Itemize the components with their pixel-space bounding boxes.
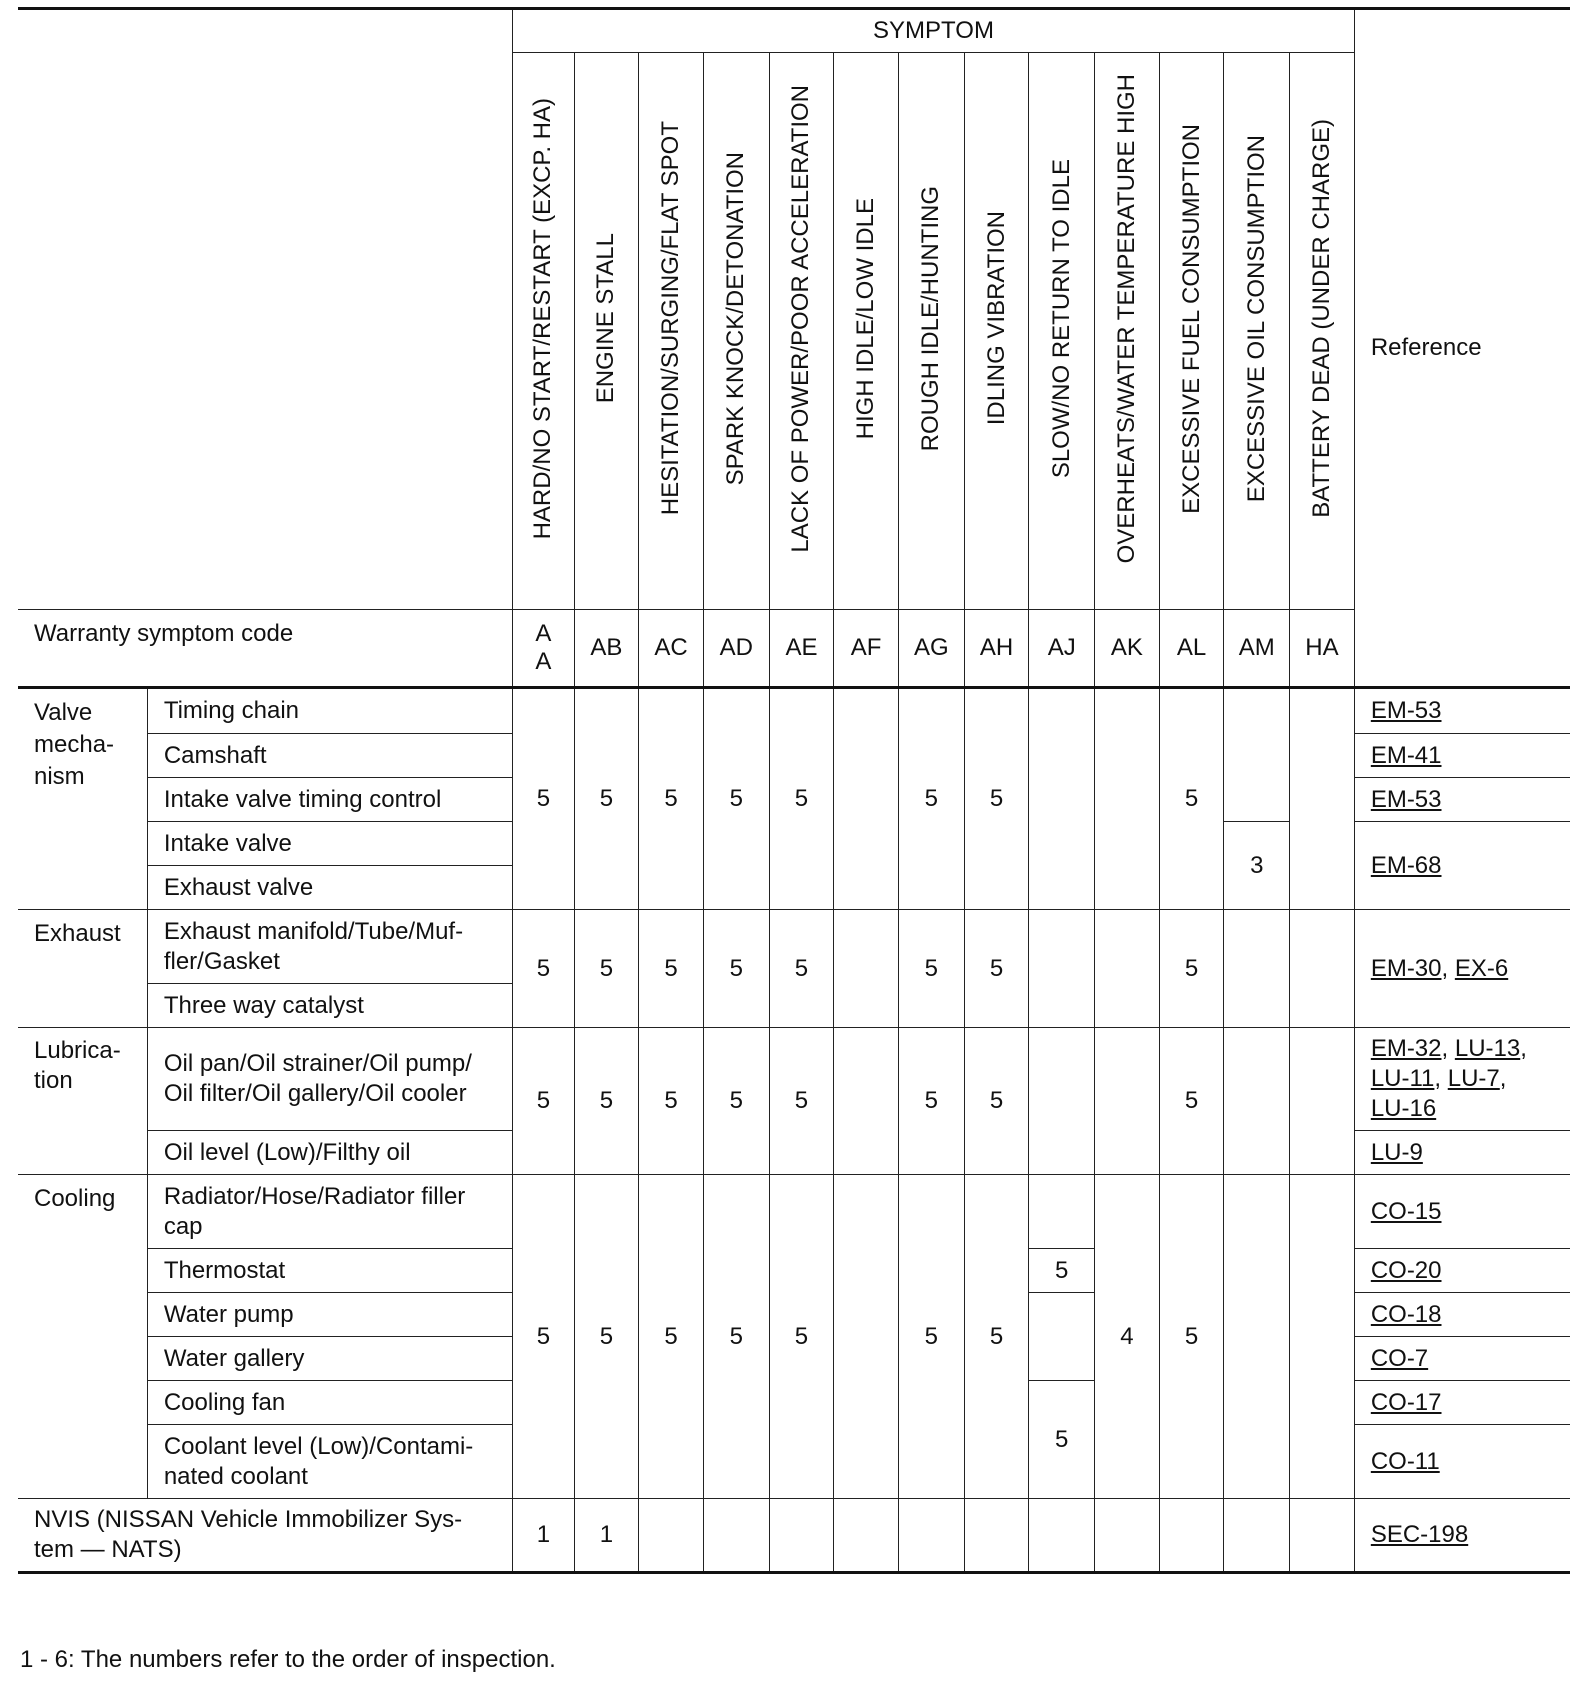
lube-ak <box>1095 1028 1160 1175</box>
ref-link[interactable]: EM-32 <box>1370 1035 1442 1062</box>
item-cooling-fan: Cooling fan <box>147 1381 512 1425</box>
ref-radiator[interactable] <box>1354 1175 1570 1249</box>
symptom-col-ab: ENGINE STALL <box>574 53 639 610</box>
valve-ag: 5 <box>898 688 964 910</box>
symptom-col-aj: SLOW/NO RETURN TO IDLE <box>1029 53 1095 610</box>
item-water-pump: Water pump <box>147 1293 512 1337</box>
exhaust-ha <box>1290 910 1355 1028</box>
ref-link[interactable]: LU-9 <box>1370 1138 1423 1166</box>
exhaust-ah: 5 <box>964 910 1029 1028</box>
valve-am-upper <box>1224 688 1290 822</box>
nvis-am <box>1224 1499 1290 1573</box>
cool-af <box>834 1175 899 1499</box>
code-am: AM <box>1224 610 1290 688</box>
item-intake-valve: Intake valve <box>147 822 512 866</box>
symptom-col-ha: BATTERY DEAD (UNDER CHARGE) <box>1290 53 1355 610</box>
code-ae: AE <box>769 610 834 688</box>
symptom-col-ag: ROUGH IDLE/HUNTING <box>898 53 964 610</box>
cool-ad: 5 <box>703 1175 769 1499</box>
lube-af <box>834 1028 899 1175</box>
symptom-col-ae: LACK OF POWER/POOR ACCELERATION <box>769 53 834 610</box>
symptom-col-al: EXCESSIVE FUEL CONSUMPTION <box>1159 53 1224 610</box>
cool-ac: 5 <box>639 1175 704 1499</box>
lube-al: 5 <box>1159 1028 1224 1175</box>
exhaust-am <box>1224 910 1290 1028</box>
cool-aj-thermostat: 5 <box>1029 1249 1095 1293</box>
ref-link[interactable]: LU-11 <box>1370 1065 1435 1092</box>
ref-link[interactable]: CO-15 <box>1370 1197 1442 1225</box>
symptom-heading: SYMPTOM <box>513 9 1355 53</box>
ref-exhaust: EM-30, EX-6 <box>1354 910 1570 1028</box>
group-lubrication: Lubrica- tion <box>18 1028 147 1175</box>
item-exhaust-valve: Exhaust valve <box>147 866 512 910</box>
group-exhaust: Exhaust <box>18 910 147 1028</box>
cool-ae: 5 <box>769 1175 834 1499</box>
valve-aj <box>1029 688 1095 910</box>
item-intake-valve-timing-control: Intake valve timing control <box>147 778 512 822</box>
ref-link[interactable]: CO-17 <box>1370 1388 1442 1416</box>
exhaust-ag: 5 <box>898 910 964 1028</box>
lube-am <box>1224 1028 1290 1175</box>
exhaust-aa: 5 <box>513 910 574 1028</box>
code-ac: AC <box>639 610 704 688</box>
item-coolant-level: Coolant level (Low)/Contami- nated coolant <box>147 1425 512 1499</box>
cool-ah: 5 <box>964 1175 1029 1499</box>
symptom-col-ac: HESITATION/SURGING/FLAT SPOT <box>639 53 704 610</box>
ref-nvis[interactable] <box>1354 1499 1570 1573</box>
valve-ae: 5 <box>769 688 834 910</box>
footnote: 1 - 6: The numbers refer to the order of inspection. <box>20 1646 556 1673</box>
symptom-col-aa: HARD/NO START/RESTART (EXCP. HA) <box>513 53 574 610</box>
exhaust-af <box>834 910 899 1028</box>
group-nvis: NVIS (NISSAN Vehicle Immobilizer Sys- tem — NATS) <box>18 1499 513 1573</box>
group-cooling: Cooling <box>18 1175 147 1499</box>
code-ad: AD <box>703 610 769 688</box>
ref-link[interactable]: EM-53 <box>1370 697 1442 724</box>
corner-cell <box>18 9 513 610</box>
code-af: AF <box>834 610 899 688</box>
item-timing-chain: Timing chain <box>147 688 512 734</box>
lube-ab: 5 <box>574 1028 639 1175</box>
ref-coolant-level[interactable] <box>1354 1425 1570 1499</box>
cool-ag: 5 <box>898 1175 964 1499</box>
ref-timing-chain[interactable] <box>1354 688 1570 734</box>
nvis-af <box>834 1499 899 1573</box>
code-ak: AK <box>1095 610 1160 688</box>
ref-camshaft[interactable] <box>1354 734 1570 778</box>
nvis-ak <box>1095 1499 1160 1573</box>
nvis-ad <box>703 1499 769 1573</box>
ref-thermostat[interactable] <box>1354 1249 1570 1293</box>
item-thermostat: Thermostat <box>147 1249 512 1293</box>
valve-af <box>834 688 899 910</box>
reference-heading: Reference <box>1354 9 1570 688</box>
lube-ha <box>1290 1028 1355 1175</box>
ref-link[interactable]: EM-68 <box>1370 851 1442 879</box>
code-aj: AJ <box>1029 610 1095 688</box>
valve-ac: 5 <box>639 688 704 910</box>
cool-aj-pump-gallery <box>1029 1293 1095 1381</box>
cool-am <box>1224 1175 1290 1499</box>
valve-al: 5 <box>1159 688 1224 910</box>
item-water-gallery: Water gallery <box>147 1337 512 1381</box>
ref-link[interactable]: SEC-198 <box>1370 1521 1469 1548</box>
ref-intake-valve-timing[interactable] <box>1354 778 1570 822</box>
valve-ad: 5 <box>703 688 769 910</box>
exhaust-al: 5 <box>1159 910 1224 1028</box>
ref-water-pump[interactable] <box>1354 1293 1570 1337</box>
symptom-col-ak: OVERHEATS/WATER TEMPERATURE HIGH <box>1095 53 1160 610</box>
nvis-ac <box>639 1499 704 1573</box>
exhaust-ae: 5 <box>769 910 834 1028</box>
cool-aj-radiator <box>1029 1175 1095 1249</box>
exhaust-ad: 5 <box>703 910 769 1028</box>
ref-link[interactable]: CO-7 <box>1370 1344 1429 1372</box>
ref-link[interactable]: EM-30 <box>1370 954 1442 982</box>
ref-water-gallery[interactable] <box>1354 1337 1570 1381</box>
nvis-ag <box>898 1499 964 1573</box>
ref-cooling-fan[interactable] <box>1354 1381 1570 1425</box>
nvis-ha <box>1290 1499 1355 1573</box>
lube-ad: 5 <box>703 1028 769 1175</box>
ref-link[interactable]: LU-7 <box>1447 1065 1500 1092</box>
ref-link[interactable]: EM-41 <box>1370 741 1442 769</box>
code-ha: HA <box>1290 610 1355 688</box>
exhaust-ac: 5 <box>639 910 704 1028</box>
code-aa: A A <box>513 610 574 688</box>
exhaust-aj <box>1029 910 1095 1028</box>
ref-link[interactable]: EM-53 <box>1370 785 1442 813</box>
cool-ab: 5 <box>574 1175 639 1499</box>
item-radiator: Radiator/Hose/Radiator filler cap <box>147 1175 512 1249</box>
nvis-ah <box>964 1499 1029 1573</box>
code-al: AL <box>1159 610 1224 688</box>
item-three-way-catalyst: Three way catalyst <box>147 984 512 1028</box>
lube-ag: 5 <box>898 1028 964 1175</box>
group-valve-mechanism: Valve mecha- nism <box>18 688 147 910</box>
code-ag: AG <box>898 610 964 688</box>
ref-link[interactable]: LU-13 <box>1454 1035 1521 1062</box>
valve-ab: 5 <box>574 688 639 910</box>
ref-link[interactable]: CO-18 <box>1370 1300 1442 1328</box>
valve-ha <box>1290 688 1355 910</box>
nvis-al <box>1159 1499 1224 1573</box>
lube-ac: 5 <box>639 1028 704 1175</box>
item-exhaust-manifold: Exhaust manifold/Tube/Muf- fler/Gasket <box>147 910 512 984</box>
nvis-aa: 1 <box>513 1499 574 1573</box>
nvis-aj <box>1029 1499 1095 1573</box>
exhaust-ab: 5 <box>574 910 639 1028</box>
ref-oil-system: EM-32, LU-13, LU-11, LU-7, LU-16 <box>1354 1028 1570 1131</box>
lube-ae: 5 <box>769 1028 834 1175</box>
cool-aj-fan: 5 <box>1029 1381 1095 1499</box>
ref-link[interactable]: CO-11 <box>1370 1447 1440 1475</box>
valve-ah: 5 <box>964 688 1029 910</box>
cool-ak: 4 <box>1095 1175 1160 1499</box>
ref-link[interactable]: LU-16 <box>1370 1095 1437 1122</box>
symptom-col-ad: SPARK KNOCK/DETONATION <box>703 53 769 610</box>
cool-al: 5 <box>1159 1175 1224 1499</box>
symptom-table <box>18 7 1570 1574</box>
cool-aa: 5 <box>513 1175 574 1499</box>
nvis-ae <box>769 1499 834 1573</box>
valve-ak <box>1095 688 1160 910</box>
exhaust-ak <box>1095 910 1160 1028</box>
ref-link[interactable]: EX-6 <box>1454 954 1509 982</box>
valve-am: 3 <box>1224 822 1290 910</box>
lube-aj <box>1029 1028 1095 1175</box>
ref-link[interactable]: CO-20 <box>1370 1256 1442 1284</box>
item-oil-level: Oil level (Low)/Filthy oil <box>147 1131 512 1175</box>
symptom-col-ah: IDLING VIBRATION <box>964 53 1029 610</box>
cool-ha <box>1290 1175 1355 1499</box>
lube-aa: 5 <box>513 1028 574 1175</box>
code-ah: AH <box>964 610 1029 688</box>
symptom-col-af: HIGH IDLE/LOW IDLE <box>834 53 899 610</box>
symptom-col-am: EXCESSIVE OIL CONSUMPTION <box>1224 53 1290 610</box>
code-ab: AB <box>574 610 639 688</box>
item-oil-pan: Oil pan/Oil strainer/Oil pump/ Oil filter/Oil gallery/Oil cooler <box>147 1028 512 1131</box>
warranty-code-label: Warranty symptom code <box>18 610 513 688</box>
lube-ah: 5 <box>964 1028 1029 1175</box>
ref-oil-level[interactable] <box>1354 1131 1570 1175</box>
nvis-ab: 1 <box>574 1499 639 1573</box>
item-camshaft: Camshaft <box>147 734 512 778</box>
ref-valves[interactable] <box>1354 822 1570 910</box>
valve-aa: 5 <box>513 688 574 910</box>
